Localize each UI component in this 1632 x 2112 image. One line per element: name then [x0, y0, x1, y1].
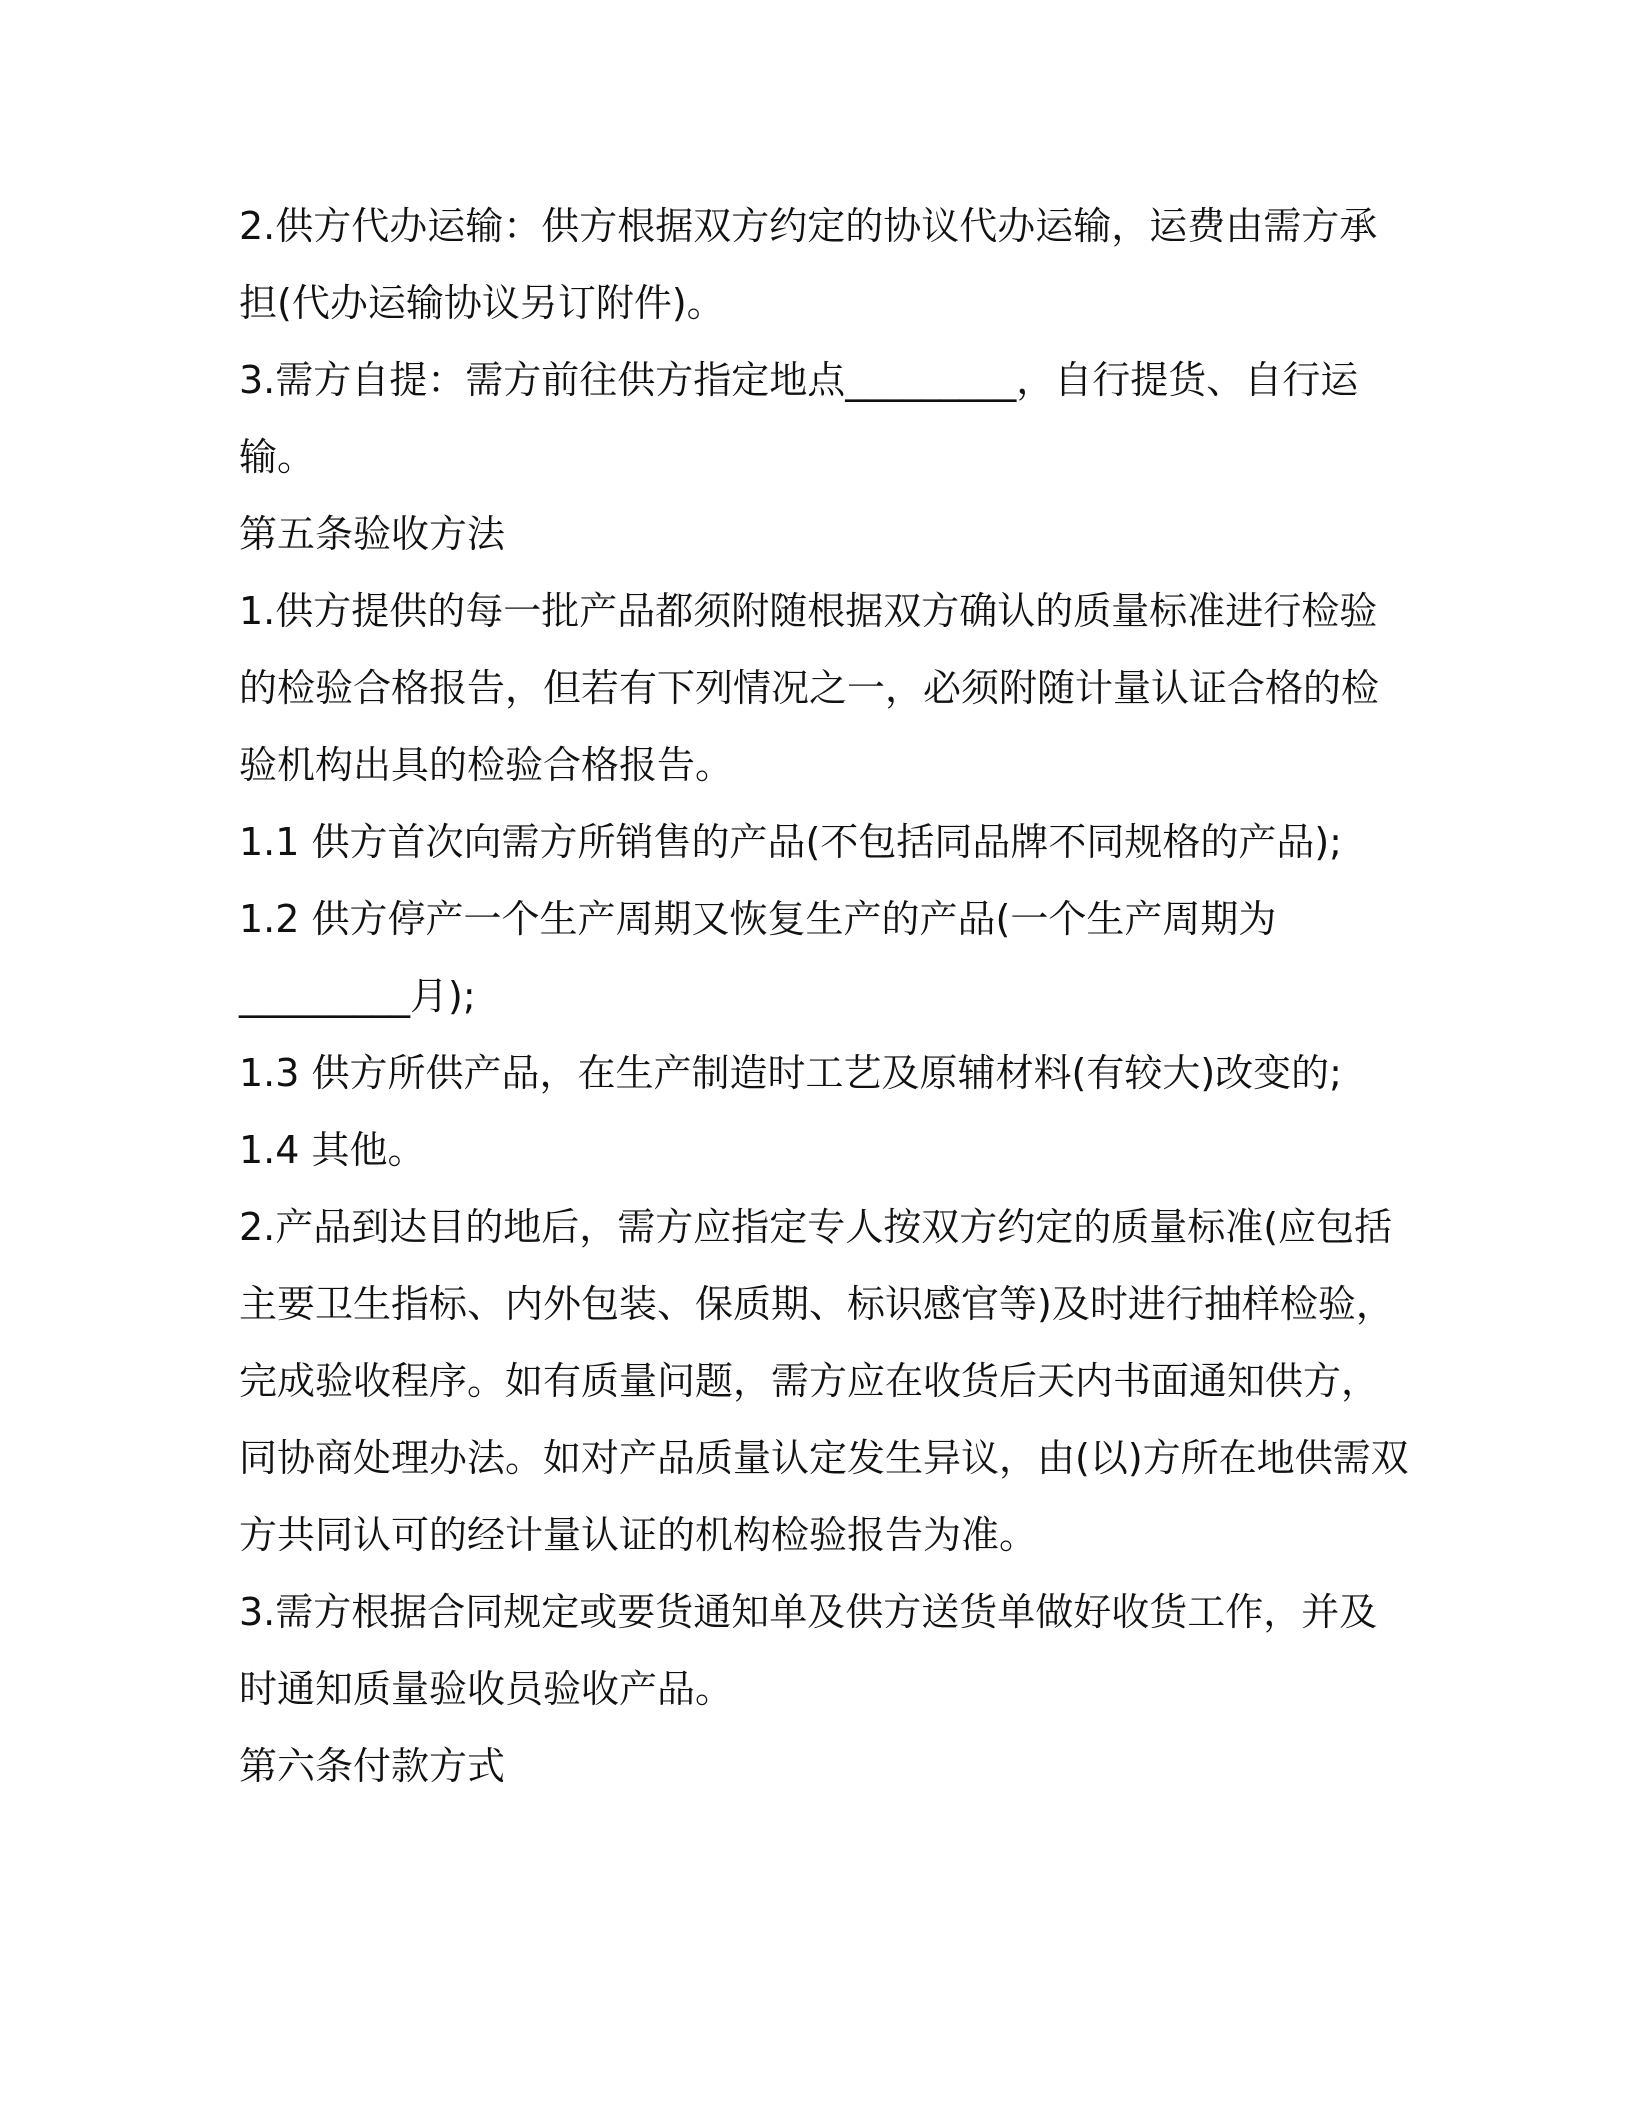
paragraph-line: 3.需方自提：需方前往供方指定地点_________，自行提货、自行运 [239, 358, 1359, 402]
section-heading: 第六条付款方式 [239, 1744, 506, 1788]
paragraph-line: 2.供方代办运输：供方根据双方约定的协议代办运输，运费由需方承 [239, 204, 1378, 248]
paragraph-line: 时通知质量验收员验收产品。 [239, 1667, 734, 1711]
paragraph-line: 同协商处理办法。如对产品质量认定发生异议，由(以)方所在地供需双 [239, 1436, 1409, 1480]
list-item: 1.2 供方停产一个生产周期又恢复生产的产品(一个生产周期为 [239, 897, 1277, 941]
paragraph-line: 输。 [239, 435, 316, 479]
paragraph-line: _________月); [239, 974, 476, 1018]
paragraph-line: 的检验合格报告，但若有下列情况之一，必须附随计量认证合格的检 [239, 666, 1380, 710]
list-item: 1.4 其他。 [239, 1128, 426, 1172]
paragraph-line: 方共同认可的经计量认证的机构检验报告为准。 [239, 1513, 1038, 1557]
paragraph-line: 担(代办运输协议另订附件)。 [239, 281, 725, 325]
list-item: 1.3 供方所供产品，在生产制造时工艺及原辅材料(有较大)改变的; [239, 1051, 1342, 1095]
list-item: 1.1 供方首次向需方所销售的产品(不包括同品牌不同规格的产品); [239, 820, 1342, 864]
paragraph-line: 3.需方根据合同规定或要货通知单及供方送货单做好收货工作，并及 [239, 1590, 1378, 1634]
paragraph-line: 验机构出具的检验合格报告。 [239, 743, 734, 787]
paragraph-line: 2.产品到达目的地后，需方应指定专人按双方约定的质量标准(应包括 [239, 1205, 1393, 1249]
paragraph-line: 完成验收程序。如有质量问题，需方应在收货后天内书面通知供方， [239, 1359, 1380, 1403]
paragraph-line: 1.供方提供的每一批产品都须附随根据双方确认的质量标准进行检验 [239, 589, 1378, 633]
paragraph-line: 主要卫生指标、内外包装、保质期、标识感官等)及时进行抽样检验， [239, 1282, 1394, 1326]
section-heading: 第五条验收方法 [239, 512, 506, 556]
document-body [239, 188, 1409, 1805]
